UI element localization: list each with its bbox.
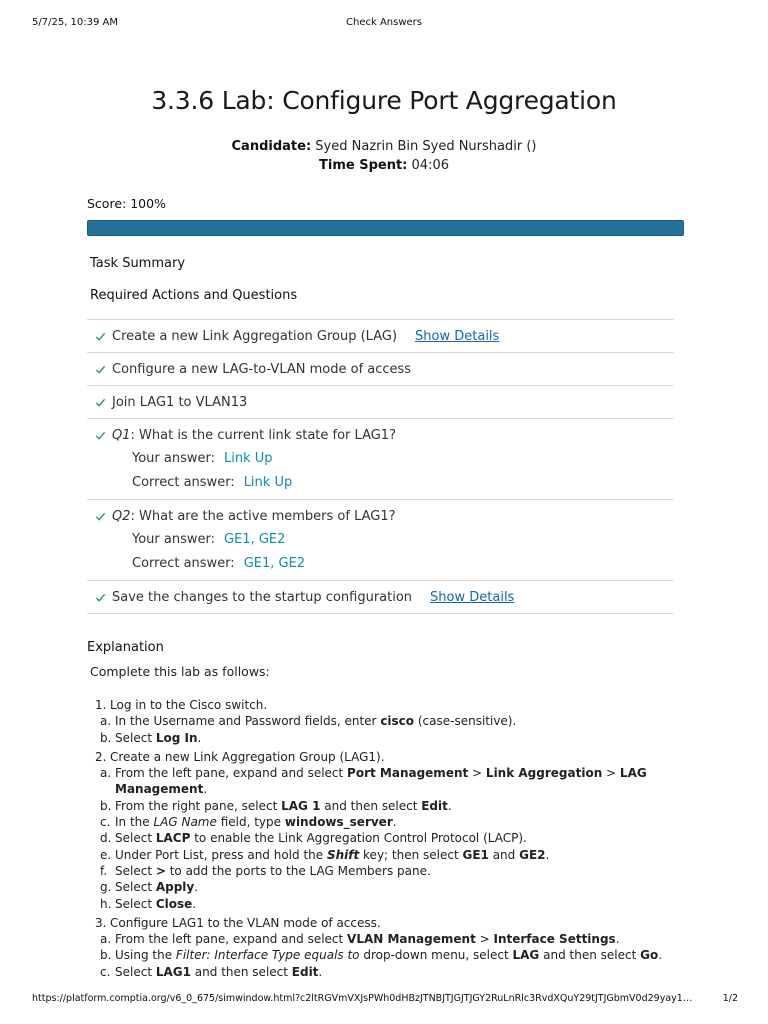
substep [95,847,675,863]
substep-letter: a. [100,766,112,781]
correct-answer-row [132,473,674,492]
check-icon [95,331,106,342]
substep-bold: Go [640,948,659,963]
page-number: 1/2 [722,993,738,1004]
print-page-title: Check Answers [346,17,422,28]
substep [95,896,675,912]
substep-letter: b. [100,798,112,813]
explanation-steps [95,697,675,980]
your-answer-label: Your answer: [132,532,215,547]
your-answer-row [132,530,674,549]
task-item-join-vlan [87,386,674,419]
question-number: Q1 [112,427,131,443]
substep-text: Using the [115,948,176,963]
substep-text: . [192,896,197,911]
print-url: https://platform.comptia.org/v6_0_675/simwindow.html?c2ltRGVmVXJsPWh0dHBzJTNBJTJGJTJGY2RuLnRlc3RvdXQuY29tJTJGbmV0d29yay1… [32,993,693,1004]
step-text: Log in to the Cisco switch. [110,698,268,712]
task-item-lag-vlan-mode [87,353,674,386]
substep-bold: GE1 [462,847,489,862]
substep [95,863,675,879]
step-text: Configure LAG1 to the VLAN mode of access. [110,915,381,930]
task-text: Save the changes to the startup configuration [112,589,413,605]
check-icon [95,592,106,603]
substep-bold: LAG [512,948,540,963]
substep-letter: c. [100,815,111,830]
substep-text: Select [115,964,156,979]
substep-letter: e. [100,847,112,862]
substep-text: and then select [320,798,422,813]
substep [95,798,675,814]
substep-text: > [468,766,486,781]
correct-answer-row [132,554,674,573]
explanation-intro: Complete this lab as follows: [90,664,270,679]
substep [95,713,675,729]
question-item-q2 [87,500,674,581]
substep-bold: LAG Management [115,766,647,797]
time-spent-value: 04:06 [411,158,449,173]
question-item-q1 [87,419,674,500]
substep-letter: b. [100,730,112,745]
your-answer-value: Link Up [224,451,273,466]
score-progress-fill [88,221,683,235]
candidate-label: Candidate: [231,139,312,154]
check-icon [95,511,106,522]
substep-bold: windows_server [284,815,393,830]
substep-bold: Edit [291,964,319,979]
substep-text: and then select [190,964,292,979]
substep-text: . [197,730,202,745]
question-number: Q2 [112,508,131,524]
substep-letter: g. [100,880,112,895]
substep-italic: Filter: Interface Type equals to [175,948,360,963]
substep-bold-italic: Shift [326,847,360,862]
substep-text: In the [115,815,154,830]
substep-letter: a. [100,932,112,947]
task-list [87,319,674,614]
substep [95,814,675,830]
substep-bold: > [155,863,166,878]
your-answer-label: Your answer: [132,451,215,466]
substep-text: . [615,932,620,947]
task-text: Configure a new LAG-to-VLAN mode of access [112,361,412,377]
substep-bold: Apply [155,880,195,895]
substep-bold: Port Management [347,766,469,781]
time-spent-label: Time Spent: [319,158,408,173]
substep-letter: b. [100,948,112,963]
substep-text: Select [115,831,156,846]
check-icon [95,397,106,408]
substep-bold: LAG1 [155,964,191,979]
substep-text: . [392,815,397,830]
question-text: : What is the current link state for LAG1? [130,427,396,443]
your-answer-value: GE1, GE2 [224,532,286,547]
substep-bold: VLAN Management [347,932,476,947]
task-summary-heading: Task Summary [90,256,186,271]
check-icon [95,364,106,375]
substep-bold: Log In [155,730,198,745]
substep-text: From the right pane, select [115,798,282,813]
substep-text: Select [115,896,156,911]
substep-bold: Link Aggregation [485,766,603,781]
task-text: Join LAG1 to VLAN13 [112,394,248,410]
substep-text: . [545,847,550,862]
substep-text: > [475,932,494,947]
substep-text: and then select [539,948,641,963]
substep-text: . [658,948,663,963]
substep [95,830,675,846]
substep-text: Select [115,730,156,745]
substep-text: drop-down menu, select [359,948,513,963]
print-date: 5/7/25, 10:39 AM [32,17,119,28]
substep [95,931,675,947]
show-details-link[interactable]: Show Details [415,328,500,344]
substep-text: > [602,766,620,781]
task-item-create-lag [87,320,674,353]
task-text: Create a new Link Aggregation Group (LAG) [112,328,398,344]
substep-text: Under Port List, press and hold the [115,847,327,862]
substep-text: Select [115,863,156,878]
substep-text: (case-sensitive). [414,714,517,729]
substep-text: From the left pane, expand and select [115,932,348,947]
substep-bold: Edit [421,798,448,813]
substep-bold: cisco [380,714,415,729]
substep-italic: LAG Name [153,815,217,830]
substep-text: to enable the Link Aggregation Control Protocol (LACP). [190,831,527,846]
substep-bold: Interface Settings [493,932,616,947]
substep-text: field, type [216,815,285,830]
substep-text: . [447,798,452,813]
show-details-link[interactable]: Show Details [430,589,515,605]
substep-bold: GE2 [519,847,546,862]
question-text: : What are the active members of LAG1? [130,508,396,524]
substep-letter: c. [100,964,111,979]
step-number: 3. [95,915,107,930]
required-actions-heading: Required Actions and Questions [90,288,298,303]
step-text: Create a new Link Aggregation Group (LAG1). [110,749,385,764]
substep-letter: h. [100,896,112,911]
candidate-info [0,137,768,175]
substep-text: . [194,880,199,895]
substep-text: Select [115,880,156,895]
substep-text: to add the ports to the LAG Members pane. [165,863,431,878]
step-number: 2. [95,749,107,764]
step-1 [95,697,675,713]
explanation-heading: Explanation [87,640,164,655]
score-progress-bar [87,220,684,236]
substep-bold: LAG 1 [281,798,321,813]
your-answer-row [132,449,674,468]
correct-answer-label: Correct answer: [132,556,235,571]
step-3 [95,915,675,931]
score-text: Score: 100% [87,196,166,211]
check-icon [95,430,106,441]
task-item-save-config [87,581,674,614]
time-spent-row [0,156,768,175]
substep-text: . [203,782,208,797]
substep-text: and [488,847,520,862]
candidate-row [0,137,768,156]
substep-text: From the left pane, expand and select [115,766,348,781]
substep [95,964,675,980]
candidate-name: Syed Nazrin Bin Syed Nurshadir () [315,139,537,154]
substep [95,765,675,798]
page-title: 3.3.6 Lab: Configure Port Aggregation [151,86,617,115]
correct-answer-label: Correct answer: [132,475,235,490]
substep-bold: Close [155,896,193,911]
substep-text: . [318,964,323,979]
step-2 [95,749,675,765]
print-header [0,17,768,31]
correct-answer-value: GE1, GE2 [243,556,306,571]
correct-answer-value: Link Up [243,475,293,490]
substep [95,730,675,746]
substep-letter: d. [100,831,112,846]
substep-text: In the Username and Password fields, enter [115,714,381,729]
substep-text: key; then select [359,847,463,862]
substep-letter: a. [100,714,112,729]
substep-bold: LACP [155,831,191,846]
step-number: 1. [95,698,107,712]
substep-letter: f. [100,863,108,878]
substep [95,879,675,895]
substep [95,947,675,963]
